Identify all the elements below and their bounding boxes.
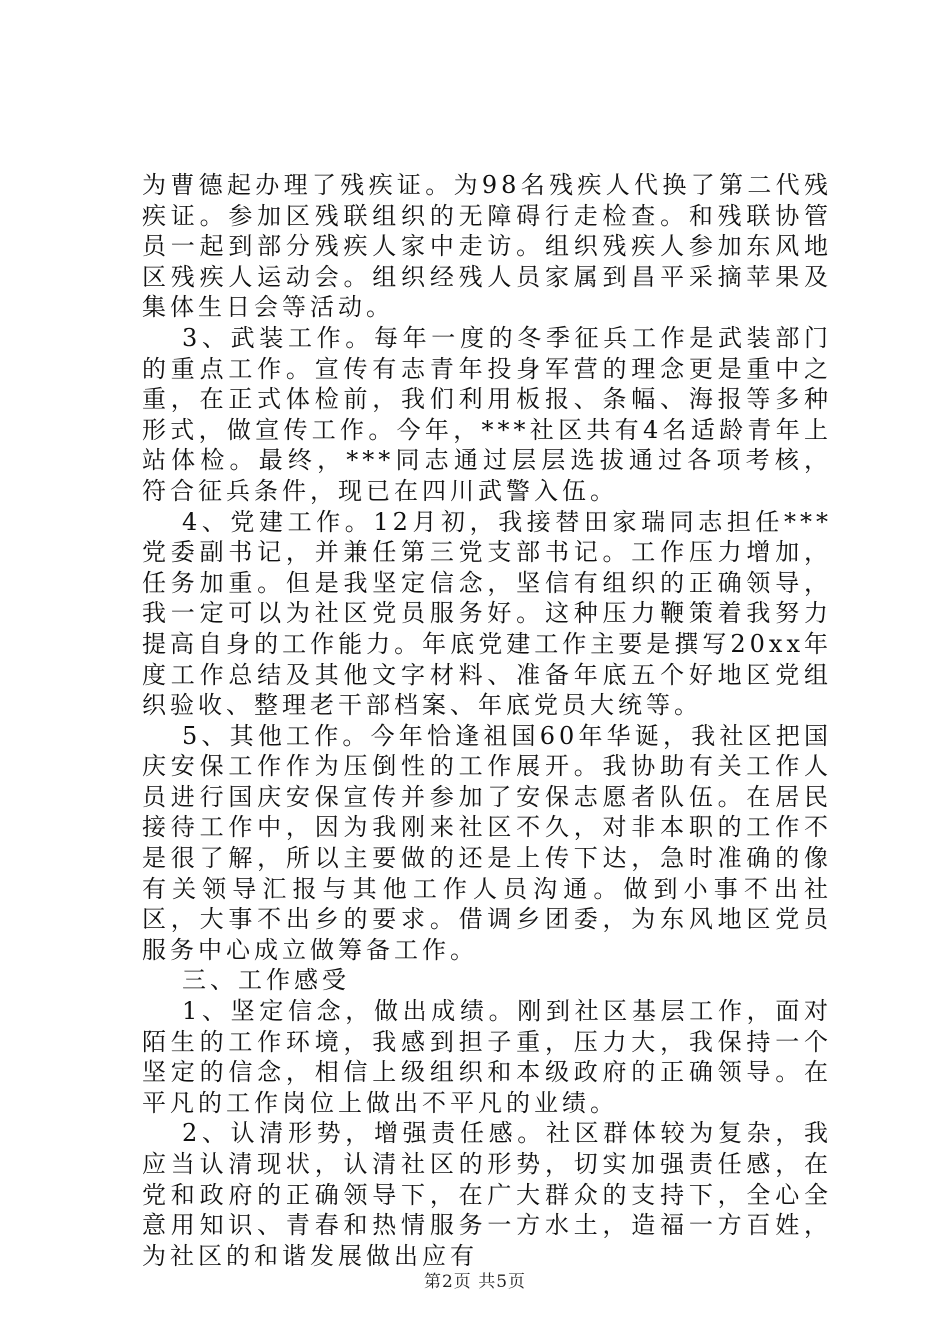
paragraph-firm-belief: 1、坚定信念，做出成绩。刚到社区基层工作，面对陌生的工作环境，我感到担子重，压力大，我保持一个坚定的信念，相信上级组织和本级政府的正确领导。在平凡的工作岗位上做出不平凡的业绩。 xyxy=(142,997,832,1117)
paragraph-party-building-work: 4、党建工作。12月初，我接替田家瑞同志担任***党委副书记，并兼任第三党支部书记。工作压力增加，任务加重。但是我坚定信念，坚信有组织的正确领导，我一定可以为社区党员服务好。这种压力鞭策着我努力提高自身的工作能力。年底党建工作主要是撰写20xx年度工作总结及其他文字材料、准备年底五个好地区党组织验收、整理老干部档案、年底党员大统等。 xyxy=(142,507,832,720)
section-heading-work-feelings: 三、工作感受 xyxy=(182,966,350,995)
page-footer: 第2页 共5页 xyxy=(423,1272,527,1292)
paragraph-disability-work: 为曹德起办理了残疾证。为98名残疾人代换了第二代残疾证。参加区残联组织的无障碍行走检查。和残联协管员一起到部分残疾人家中走访。组织残疾人参加东风地区残疾人运动会。组织经残人员家属到昌平采摘苹果及集体生日会等活动。 xyxy=(142,171,832,322)
paragraph-responsibility: 2、认清形势，增强责任感。社区群体较为复杂，我应当认清现状，认清社区的形势，切实加强责任感，在党和政府的正确领导下，在广大群众的支持下，全心全意用知识、青春和热情服务一方水土，造福一方百姓，为社区的和谐发展做出应有 xyxy=(142,1119,832,1270)
paragraph-other-work: 5、其他工作。今年恰逢祖国60年华诞，我社区把国庆安保工作作为压倒性的工作展开。我协助有关工作人员进行国庆安保宣传并参加了安保志愿者队伍。在居民接待工作中，因为我刚来社区不久，对非本职的工作不是很了解，所以主要做的还是上传下达，急时准确的像有关领导汇报与其他工作人员沟通。做到小事不出社区，大事不出乡的要求。借调乡团委，为东风地区党员服务中心成立做筹备工作。 xyxy=(142,721,832,964)
paragraph-armed-forces-work: 3、武装工作。每年一度的冬季征兵工作是武装部门的重点工作。宣传有志青年投身军营的理念更是重中之重，在正式体检前，我们利用板报、条幅、海报等多种形式，做宣传工作。今年，***社区共有4名适龄青年上站体检。最终，***同志通过层层选拔通过各项考核，符合征兵条件，现已在四川武警入伍。 xyxy=(142,323,832,505)
document-body xyxy=(142,170,832,1271)
